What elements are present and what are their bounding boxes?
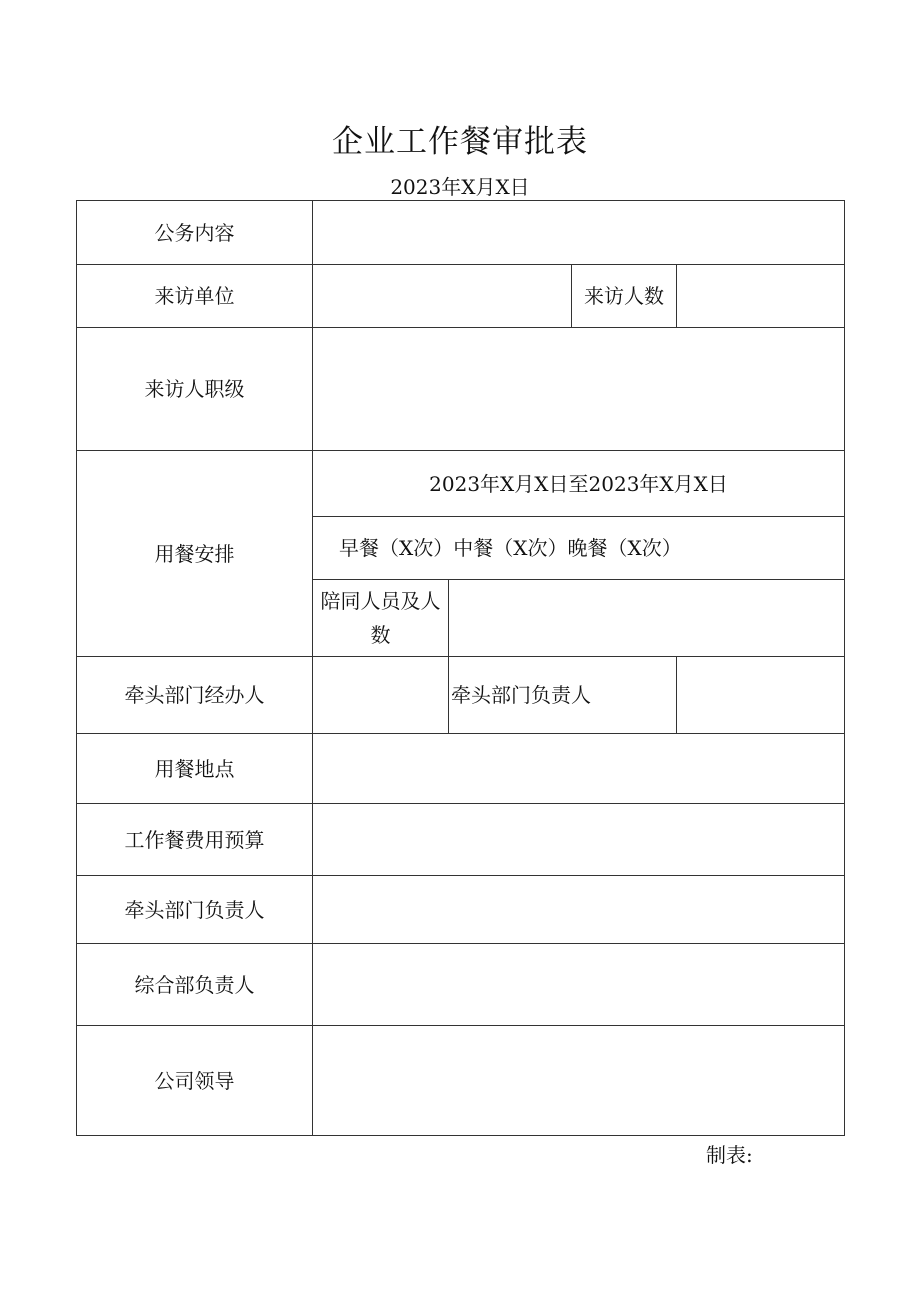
company-leader-field[interactable]: [313, 1026, 845, 1136]
prepared-by-label: 制表:: [706, 1143, 753, 1167]
meal-budget-field[interactable]: [313, 804, 845, 876]
companions-label: 陪同人员及人数: [313, 580, 449, 657]
lead-dept-head-field[interactable]: [313, 876, 845, 944]
row-lead-dept: [77, 657, 845, 734]
companions-field[interactable]: [449, 580, 845, 657]
general-dept-head-label: 综合部负责人: [77, 944, 313, 1026]
row-meal-period: [77, 451, 845, 517]
meal-counts-text: 早餐（X次）中餐（X次）晚餐（X次）: [313, 517, 845, 580]
row-visitor-rank: [77, 328, 845, 451]
business-content-label: 公务内容: [77, 201, 313, 265]
dining-location-label: 用餐地点: [77, 734, 313, 804]
form-date: 2023年X月X日: [390, 175, 530, 199]
row-company-leader: [77, 1026, 845, 1136]
visitor-count-label: 来访人数: [572, 265, 677, 328]
lead-dept-handler-label: 牵头部门经办人: [77, 657, 313, 734]
row-business-content: [77, 201, 845, 265]
row-meal-budget: [77, 804, 845, 876]
dining-location-field[interactable]: [313, 734, 845, 804]
lead-dept-head-inline-label: 牵头部门负责人: [449, 657, 677, 734]
visiting-unit-label: 来访单位: [77, 265, 313, 328]
lead-dept-head-label: 牵头部门负责人: [77, 876, 313, 944]
visitor-count-field[interactable]: [677, 265, 845, 328]
row-visiting-unit: [77, 265, 845, 328]
form-title: 企业工作餐审批表: [332, 124, 588, 160]
row-lead-dept-head: [77, 876, 845, 944]
lead-dept-handler-field[interactable]: [313, 657, 449, 734]
approval-form-table: [76, 200, 845, 1136]
lead-dept-head-inline-field[interactable]: [677, 657, 845, 734]
row-general-dept-head: [77, 944, 845, 1026]
visitor-rank-field[interactable]: [313, 328, 845, 451]
meal-period-text: 2023年X月X日至2023年X月X日: [313, 451, 845, 517]
business-content-field[interactable]: [313, 201, 845, 265]
meal-budget-label: 工作餐费用预算: [77, 804, 313, 876]
visiting-unit-field[interactable]: [313, 265, 572, 328]
row-dining-location: [77, 734, 845, 804]
company-leader-label: 公司领导: [77, 1026, 313, 1136]
meal-arrangement-label: 用餐安排: [77, 451, 313, 657]
visitor-rank-label: 来访人职级: [77, 328, 313, 451]
general-dept-head-field[interactable]: [313, 944, 845, 1026]
